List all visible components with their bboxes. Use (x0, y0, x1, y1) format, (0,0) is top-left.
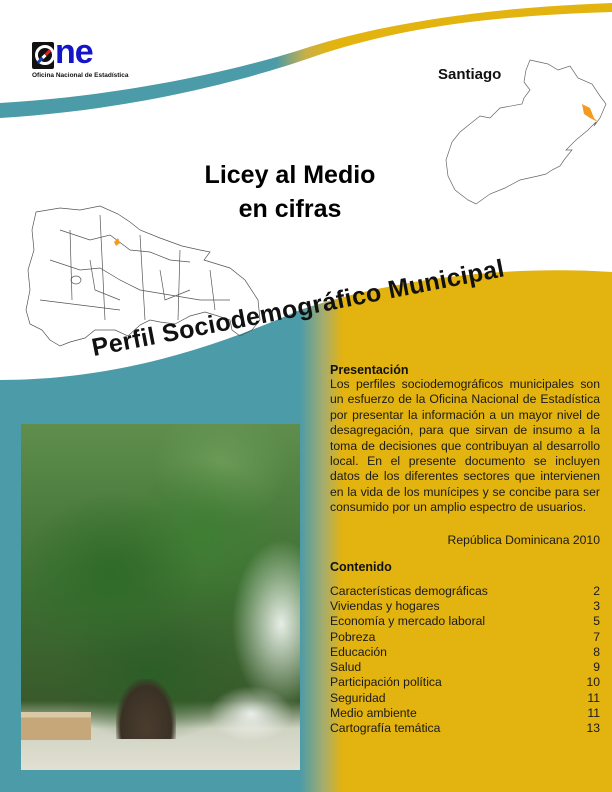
photo-house (21, 712, 91, 740)
toc-item-page: 13 (586, 721, 600, 736)
toc-item-page: 11 (587, 706, 600, 721)
toc-item-label: Viviendas y hogares (330, 598, 440, 613)
toc-item[interactable] (330, 691, 600, 706)
logo-o-icon (32, 42, 54, 69)
toc-item-label: Salud (330, 660, 362, 675)
toc-item-page: 5 (593, 614, 600, 629)
toc-item[interactable] (330, 675, 600, 690)
title-line-2: en cifras (238, 195, 342, 223)
province-map-highlight (582, 104, 598, 122)
toc-item-label: Pobreza (330, 629, 376, 644)
toc-item-page: 11 (587, 690, 600, 705)
title-line-1: Licey al Medio (204, 161, 376, 189)
toc-item-page: 7 (593, 629, 600, 644)
toc-item-page: 10 (586, 675, 600, 690)
toc-item-page: 3 (593, 598, 600, 613)
toc-item[interactable] (330, 614, 600, 629)
toc-item-label: Medio ambiente (330, 706, 417, 721)
toc-item[interactable] (330, 599, 600, 614)
logo-subtitle: Oficina Nacional de Estadística (32, 72, 129, 79)
toc-item[interactable] (330, 630, 600, 645)
cover-photo (21, 424, 300, 770)
toc-item-label: Economía y mercado laboral (330, 614, 486, 629)
toc-item-label: Características demográficas (330, 583, 488, 598)
toc-item-label: Seguridad (330, 690, 386, 705)
table-of-contents (330, 584, 600, 737)
presentacion-signoff: República Dominicana 2010 (447, 532, 600, 547)
logo-brand-letters: ne (55, 33, 93, 71)
province-label: Santiago (438, 66, 502, 83)
toc-item[interactable] (330, 660, 600, 675)
toc-item-page: 9 (593, 660, 600, 675)
toc-item[interactable] (330, 721, 600, 736)
toc-item-page: 8 (593, 644, 600, 659)
toc-item[interactable] (330, 706, 600, 721)
country-map-highlight (114, 238, 120, 246)
one-logo (32, 33, 132, 92)
toc-item-label: Educación (330, 644, 387, 659)
toc-item-label: Cartografía temática (330, 721, 441, 736)
toc-item-page: 2 (593, 583, 600, 598)
toc-item[interactable] (330, 584, 600, 599)
content-panel (330, 363, 600, 737)
presentacion-heading: Presentación (330, 363, 409, 377)
toc-item[interactable] (330, 645, 600, 660)
banner-title: Perfil Sociodemográfico Municipal (89, 254, 507, 363)
photo-tree-trunk (116, 679, 176, 739)
page-title (150, 158, 430, 226)
presentacion-body: Los perfiles sociodemográficos municipales son un esfuerzo de la Oficina Nacional de Estadística por presentar la información a un mayor nivel de desagregación, para que sirvan de insumo a la toma de decisiones que contribuyan al desarrollo local. En el presente documento se incluyen datos de los diferentes sectores que intervienen en la vida de los munícipes y se concibe para ser consumido por un amplio espectro de usuarios. (330, 377, 600, 515)
contenido-heading: Contenido (330, 559, 392, 574)
toc-item-label: Participación política (330, 675, 442, 690)
